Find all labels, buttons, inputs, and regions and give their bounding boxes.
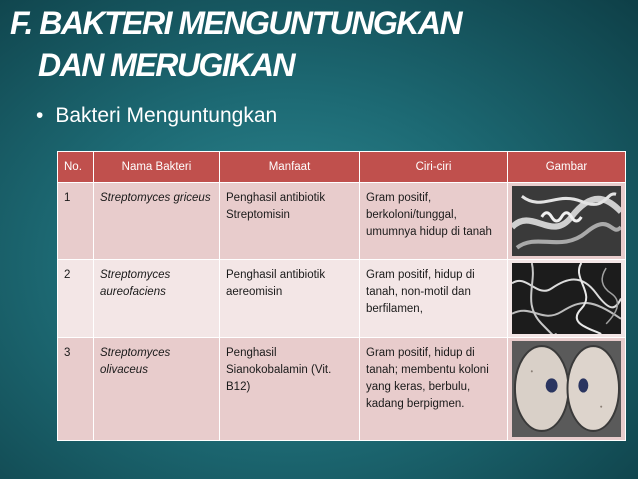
- cell-image: [508, 183, 626, 260]
- table-row: [58, 260, 626, 338]
- cell-image: [508, 338, 626, 441]
- colony-plate-photo: [512, 341, 621, 437]
- bacteria-table: [57, 151, 626, 441]
- cell-name: Streptomyces griceus: [94, 183, 220, 260]
- cell-name: Streptomyces olivaceus: [94, 338, 220, 441]
- bacteria-micrograph-2: [512, 263, 621, 334]
- cell-no: 2: [58, 260, 94, 338]
- table-row: [58, 183, 626, 260]
- table-header-row: [58, 152, 626, 183]
- header-manfaat: Manfaat: [220, 152, 360, 183]
- cell-manfaat: Penghasil antibiotik aereomisin: [220, 260, 360, 338]
- cell-name: Streptomyces aureofaciens: [94, 260, 220, 338]
- bullet-item: [36, 104, 277, 128]
- slide-title: [10, 2, 461, 86]
- cell-no: 1: [58, 183, 94, 260]
- cell-manfaat: Penghasil Sianokobalamin (Vit. B12): [220, 338, 360, 441]
- table-row: [58, 338, 626, 441]
- header-ciri-ciri: Ciri-ciri: [360, 152, 508, 183]
- bacteria-micrograph-1: [512, 186, 621, 256]
- cell-ciri: Gram positif, hidup di tanah, non-motil dan berfilamen,: [360, 260, 508, 338]
- header-no: No.: [58, 152, 94, 183]
- header-nama-bakteri: Nama Bakteri: [94, 152, 220, 183]
- slide-title-line1: F. BAKTERI MENGUNTUNGKAN: [10, 5, 462, 41]
- bullet-dot-icon: •: [36, 104, 44, 127]
- bullet-text: Bakteri Menguntungkan: [55, 104, 278, 127]
- header-gambar: Gambar: [508, 152, 626, 183]
- cell-ciri: Gram positif, hidup di tanah; membentu koloni yang keras, berbulu, kadang berpigmen.: [360, 338, 508, 441]
- cell-ciri: Gram positif, berkoloni/tunggal, umumnya hidup di tanah: [360, 183, 508, 260]
- slide-title-line2: DAN MERUGIKAN: [38, 47, 295, 83]
- cell-no: 3: [58, 338, 94, 441]
- cell-manfaat: Penghasil antibiotik Streptomisin: [220, 183, 360, 260]
- cell-image: [508, 260, 626, 338]
